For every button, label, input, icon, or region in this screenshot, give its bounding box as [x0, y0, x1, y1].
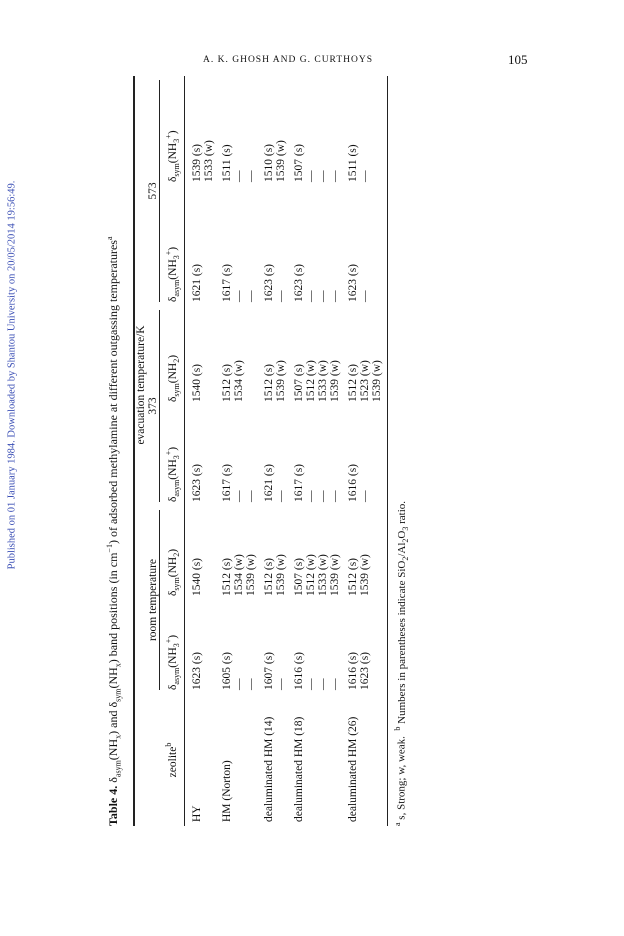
- band-value: 1533 (w): [317, 554, 330, 596]
- band-cell: [341, 600, 388, 694]
- band-cell: [215, 406, 257, 506]
- band-cell: [287, 306, 341, 406]
- footnote-a: s, Strong; w, weak.: [395, 736, 408, 820]
- band-value: 1623 (s): [191, 463, 204, 502]
- band-cell: [185, 306, 216, 406]
- band-value: —: [233, 290, 246, 302]
- band-value: —: [317, 290, 330, 302]
- band-cell: [257, 506, 287, 600]
- band-cell: [215, 76, 257, 186]
- band-value: —: [329, 678, 342, 690]
- band-cell: [287, 506, 341, 600]
- band-value: [371, 410, 383, 502]
- band-cell: [287, 186, 341, 306]
- zeolite-header: zeolite$^b$: [160, 694, 185, 826]
- band-value: 1510 (s): [263, 143, 276, 182]
- download-notice-text[interactable]: Published on 01 January 1984. Downloaded by Shantou University on 20/05/2014 19:56:49.: [6, 180, 18, 570]
- band-value: 1512 (w): [305, 554, 318, 596]
- band-value: 1539 (w): [359, 554, 372, 596]
- page-header: [0, 52, 624, 72]
- band-value: 1511 (s): [347, 144, 360, 182]
- band-positions-table: [133, 76, 388, 826]
- band-value: 1512 (s): [221, 363, 234, 402]
- band-cell: [341, 306, 388, 406]
- table-caption: Table 4. $\delta_{asym}(NH_x)$ and $\delta_{sym}(NH_x)$ band positions (in $cm^{-1}$) of adsorbed methylamine at different outgassing temperatures$^a$: [105, 236, 123, 826]
- zeolite-name: dealuminated HM (14): [263, 716, 276, 822]
- band-cell: [215, 306, 257, 406]
- zeolite-name: HM (Norton): [221, 760, 234, 822]
- band-cell: [341, 186, 388, 306]
- band-value: —: [233, 490, 246, 502]
- band-value: —: [317, 170, 330, 182]
- band-cell: [287, 600, 341, 694]
- group-573: 573: [147, 76, 160, 306]
- band-cell: [185, 600, 216, 694]
- band-value: 1512 (s): [263, 363, 276, 402]
- band-value: —: [245, 490, 258, 502]
- band-cell: [185, 506, 216, 600]
- band-value: —: [359, 490, 372, 502]
- band-value: 1539 (w): [329, 554, 342, 596]
- band-cell: [257, 306, 287, 406]
- column-header: $\delta_{sym}(NH_2)$: [160, 306, 185, 406]
- band-value: 1539 (w): [329, 360, 342, 402]
- band-value: —: [329, 290, 342, 302]
- band-value: [371, 510, 383, 596]
- band-value: 1616 (s): [293, 651, 306, 690]
- band-cell: [215, 506, 257, 600]
- band-value: [371, 80, 383, 182]
- band-value: 1511 (s): [221, 144, 234, 182]
- group-373: 373: [147, 306, 160, 506]
- band-value: —: [245, 678, 258, 690]
- band-value: 1617 (s): [221, 263, 234, 302]
- zeolite-name: dealuminated HM (26): [341, 694, 388, 826]
- band-cell: [341, 76, 388, 186]
- band-value: 1623 (s): [263, 263, 276, 302]
- band-value: 1539 (w): [275, 140, 288, 182]
- band-cell: [215, 186, 257, 306]
- band-value: —: [305, 490, 318, 502]
- band-value: 1623 (s): [293, 263, 306, 302]
- band-value: 1617 (s): [293, 463, 306, 502]
- band-value: —: [245, 290, 258, 302]
- band-value: [371, 190, 383, 302]
- band-value: 1616 (s): [347, 651, 360, 690]
- table-panel: [105, 76, 420, 826]
- table-row: [287, 76, 341, 826]
- band-value: 1617 (s): [221, 463, 234, 502]
- band-value: 1507 (s): [293, 143, 306, 182]
- band-value: —: [305, 170, 318, 182]
- band-cell: [257, 600, 287, 694]
- band-value: —: [275, 490, 288, 502]
- band-cell: [341, 506, 388, 600]
- band-value: 1512 (s): [221, 557, 234, 596]
- band-value: [245, 310, 257, 402]
- band-value: 1540 (s): [191, 363, 204, 402]
- band-value: [371, 604, 383, 690]
- band-value: 1512 (w): [305, 360, 318, 402]
- column-header: $\delta_{asym}(NH_3^+)$: [160, 406, 185, 506]
- band-value: —: [359, 290, 372, 302]
- band-cell: [341, 406, 388, 506]
- band-value: 1539 (w): [275, 554, 288, 596]
- band-cell: [185, 186, 216, 306]
- download-notice: [2, 170, 22, 580]
- band-value: —: [245, 170, 258, 182]
- band-cell: [257, 186, 287, 306]
- footnote-b: Numbers in parentheses indicate $SiO_2/Al_2O_3$ ratio.: [395, 500, 410, 724]
- band-value: —: [329, 490, 342, 502]
- band-value: 1621 (s): [263, 463, 276, 502]
- band-value: —: [233, 678, 246, 690]
- table-row: [341, 76, 388, 826]
- band-value: 1623 (s): [359, 651, 372, 690]
- band-value: 1539 (w): [275, 360, 288, 402]
- band-cell: [287, 406, 341, 506]
- band-value: 1523 (w): [359, 360, 372, 402]
- group-room-temperature: room temperature: [147, 506, 160, 694]
- column-header: $\delta_{sym}(NH_2)$: [160, 506, 185, 600]
- band-value: —: [275, 290, 288, 302]
- band-value: 1539 (w): [371, 360, 384, 402]
- page-number: 105: [508, 52, 528, 67]
- band-value: —: [359, 170, 372, 182]
- band-value: —: [305, 290, 318, 302]
- band-value: —: [329, 170, 342, 182]
- band-value: 1623 (s): [347, 263, 360, 302]
- band-value: —: [305, 678, 318, 690]
- band-cell: [257, 76, 287, 186]
- table-footnote: $^a$ s, Strong; w, weak. $^b$ Numbers in parentheses indicate $SiO_2/Al_2O_3$ ratio.: [393, 500, 410, 826]
- band-cell: [185, 76, 216, 186]
- band-cell: [215, 600, 257, 694]
- column-header: $\delta_{asym}(NH_3^+)$: [160, 600, 185, 694]
- column-header: $\delta_{asym}(NH_3^+)$: [160, 186, 185, 306]
- band-value: —: [317, 490, 330, 502]
- band-value: 1616 (s): [347, 463, 360, 502]
- band-value: 1539 (w): [245, 554, 258, 596]
- band-value: 1605 (s): [221, 651, 234, 690]
- band-value: 1534 (w): [233, 554, 246, 596]
- table-label: Table 4.: [106, 785, 120, 826]
- table-row: [185, 76, 216, 826]
- band-value: —: [233, 170, 246, 182]
- band-value: 1623 (s): [191, 651, 204, 690]
- band-value: —: [275, 678, 288, 690]
- band-value: 1512 (s): [263, 557, 276, 596]
- band-cell: [185, 406, 216, 506]
- band-value: 1533 (w): [203, 140, 216, 182]
- band-value: —: [317, 678, 330, 690]
- band-value: 1512 (s): [347, 363, 360, 402]
- band-value: 1540 (s): [191, 557, 204, 596]
- evacuation-heading: evacuation temperature/K: [134, 76, 147, 694]
- zeolite-name: dealuminated HM (18): [293, 716, 306, 822]
- band-value: 1534 (w): [233, 360, 246, 402]
- zeolite-name: HY: [191, 805, 204, 822]
- band-cell: [257, 406, 287, 506]
- table-row: [215, 76, 257, 826]
- band-cell: [287, 76, 341, 186]
- band-value: 1539 (s): [191, 143, 204, 182]
- band-value: 1507 (s): [293, 557, 306, 596]
- band-value: 1607 (s): [263, 651, 276, 690]
- running-head: A. K. GHOSH AND G. CURTHOYS: [203, 55, 373, 65]
- band-value: 1533 (w): [317, 360, 330, 402]
- band-value: 1621 (s): [191, 263, 204, 302]
- band-value: 1512 (s): [347, 557, 360, 596]
- column-header: $\delta_{sym}(NH_3^+)$: [160, 76, 185, 186]
- band-value: 1507 (s): [293, 363, 306, 402]
- table-row: [257, 76, 287, 826]
